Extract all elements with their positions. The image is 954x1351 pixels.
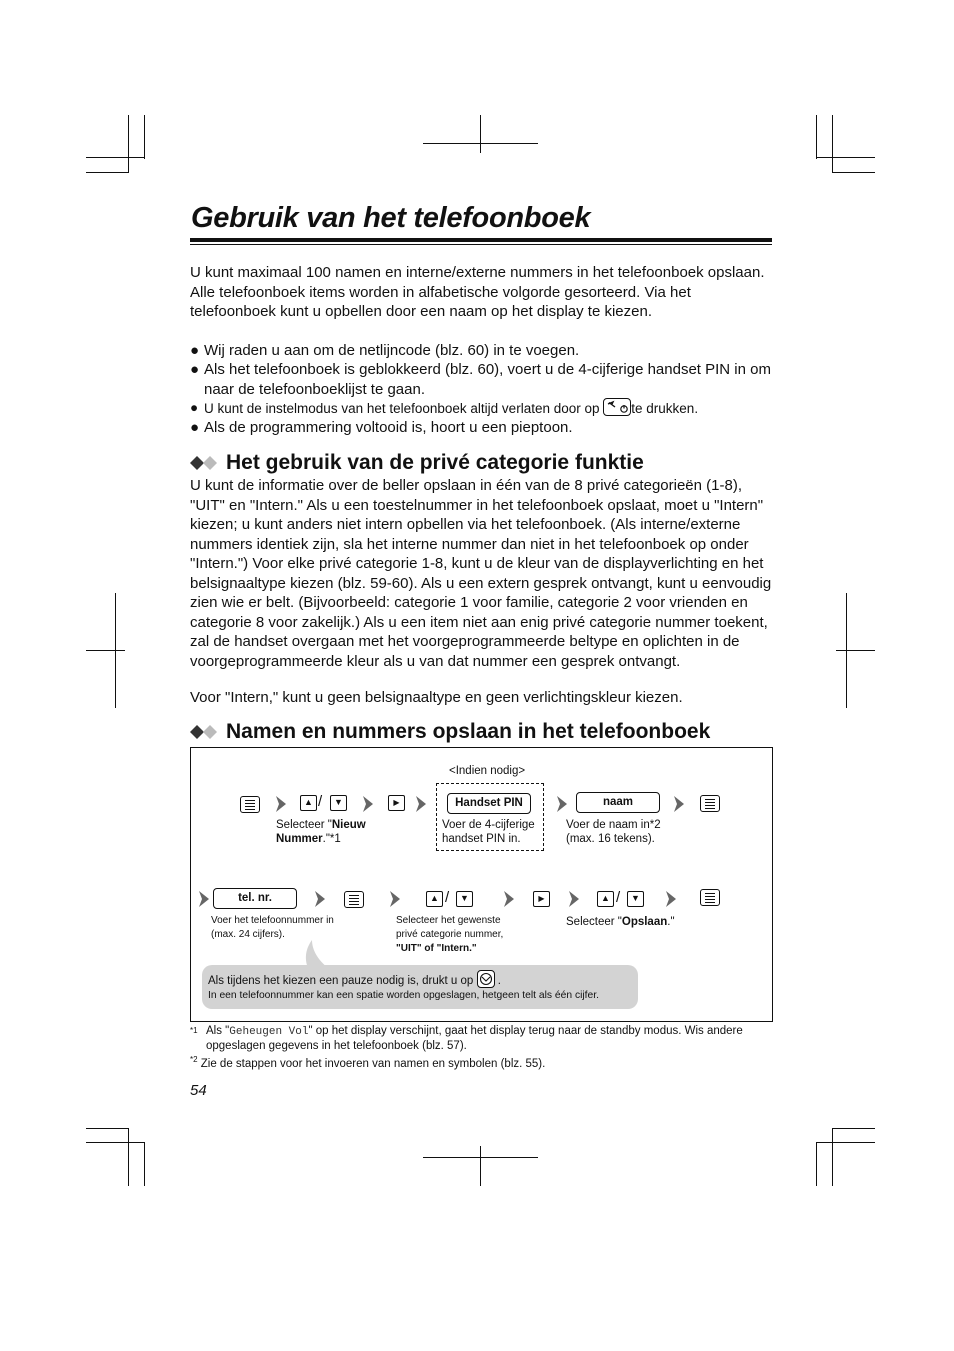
footnote-1 [190,1024,770,1052]
tel-caption: Voer het telefoonnummer in (max. 24 cijfers). [211,915,334,940]
arrow-right-icon [198,890,210,908]
bullet-dot: ● [190,342,200,359]
up-key-icon: ▲ [597,891,614,907]
menu-key-icon [240,796,260,813]
bullet-text: Als het telefoonboek is geblokkeerd (blz. 60), voert u de 4-cijferige handset PIN in om naar de telefoonboeklijst te gaan. [204,361,771,398]
down-key-icon: ▼ [456,891,473,907]
note-line-2: In een telefoonnummer kan een spatie worden opgeslagen, hetgeen telt als één cijfer. [208,990,599,1001]
section-paragraph: Voor "Intern," kunt u geen belsignaaltype en geen verlichtingskleur kiezen. [190,689,683,706]
category-caption [396,914,511,956]
crop-mark [144,1142,145,1186]
footnote-mark: *1 [190,1026,198,1035]
crop-mark [832,1128,833,1186]
caption-text: ."*1 [322,833,341,845]
separator-slash: / [445,889,450,906]
crop-mark [86,1128,129,1129]
crop-mark [832,172,875,173]
up-key-icon: ▲ [426,891,443,907]
page-number: 54 [190,1082,207,1099]
up-key-icon: ▲ [300,795,317,811]
crop-mark [480,115,481,153]
intro-paragraph: U kunt maximaal 100 namen en interne/externe nummers in het telefoonboek opslaan. Alle telefoonboek items worden in alfabetische volgorde gesorteerd. Via het telefoonboek kunt u opbellen door een naam op het display te kiezen. [190,264,765,320]
crop-mark [816,157,875,158]
section-heading-text: Het gebruik van de privé categorie funktie [226,451,644,474]
arrow-right-icon [389,890,401,908]
caption-text: Voer de naam in*2 [566,819,661,831]
crop-mark [128,1128,129,1186]
footnote-text: Als " [206,1025,230,1037]
arrow-right-icon [673,795,685,813]
crop-mark [846,593,847,708]
naam-key: naam [576,792,660,813]
bullet-text: Als de programmering voltooid is, hoort u een pieptoon. [204,419,573,436]
crop-mark [144,115,145,159]
section-heading [190,451,644,475]
pin-caption: Voer de 4-cijferige handset PIN in. [442,819,535,845]
note-text: . [497,975,501,987]
title-rule-thin [190,244,772,245]
menu-key-icon [344,891,364,908]
title-rule [190,238,772,242]
caption-bold: "UIT" of "Intern." [396,943,477,954]
crop-mark [832,115,833,173]
right-key-icon: ▶ [388,795,405,811]
separator-slash: / [616,889,621,906]
diamond-bullets-icon [190,455,220,471]
bullet-item [190,341,804,361]
arrow-right-icon [556,795,568,813]
crop-mark [816,115,817,159]
arrow-right-icon [314,890,326,908]
display-message-code: Geheugen Vol [229,1026,309,1038]
caption-text: Selecteer het gewenste privé categorie nummer, [396,915,504,940]
footnote-2 [190,1053,770,1071]
caption-text: ." [667,916,675,928]
if-needed-label: <Indien nodig> [449,765,526,777]
off-key-icon [603,398,631,416]
name-caption [566,818,706,846]
arrow-right-icon [665,890,677,908]
arrow-right-icon [503,890,515,908]
section-heading-text: Namen en nummers opslaan in het telefoonboek [226,720,711,743]
page-title: Gebruik van het telefoonboek [191,202,591,234]
tel-nr-key: tel. nr. [213,888,297,909]
down-key-icon: ▼ [627,891,644,907]
menu-key-icon [700,889,720,906]
caption-text: (max. 16 tekens). [566,833,655,845]
bullet-text: Wij raden u aan om de netlijncode (blz. 60) in te voegen. [204,342,580,359]
bullet-dot: ● [190,400,199,415]
crop-mark [480,1146,481,1186]
arrow-right-icon [568,890,580,908]
step-caption [276,818,396,846]
caption-text: Selecteer " [276,819,332,831]
separator-slash: / [318,793,323,810]
caption-text: Selecteer " [566,916,622,928]
caption-bold: Nieuw Nummer [276,819,366,845]
footnote-mark: *2 [190,1055,198,1064]
diamond-bullets-icon [190,724,220,740]
footnote-text: " op het display verschijnt, gaat het display terug naar de standby modus. Wis andere opgeslagen gegevens in het telefoonboek (blz. 57). [206,1025,743,1052]
crop-mark [836,650,875,651]
down-key-icon: ▼ [330,795,347,811]
note-line-1 [208,970,501,989]
bullet-item [190,398,804,419]
crop-mark [832,1128,875,1129]
bullet-dot: ● [190,419,200,436]
crop-mark [816,1142,875,1143]
bullet-item [190,360,784,399]
crop-mark [86,157,145,158]
section-paragraph: U kunt de informatie over de beller opslaan in één van de 8 privé categorieën (1-8), "UIT" en "Intern." Als u een toestelnummer in het telefoonboek opslaat, moet u "Intern" kiezen; u kunt anders niet intern opbellen via het telefoonboek. (Als interne/externe nummers identiek zijn, sla het interne nummer dan niet in het telefoonboek op onder "Intern.") Voor elke privé categorie 1-8, kunt u de kleur van de displayverlichting en het belsignaaltype kiezen (blz. 59-60). Als u een extern gesprek ontvangt, kunt u eenvoudig zien wie er belt. (Bijvoorbeeld: categorie 1 voor familie, categorie 2 voor vrienden en categorie 8 voor zakelijk.) Als u een item niet aan enig privé categorie nummer toekent, zal de handset overgaan met het voorgeprogrammeerde beltype en oplichten in de voorgeprogrammeerde kleur als u van dat nummer een gesprek ontvangt. [190,477,772,670]
crop-mark [816,1142,817,1186]
bullet-text: U kunt de instelmodus van het telefoonboek altijd verlaten door op [204,401,600,416]
crop-mark [115,593,116,708]
crop-mark [86,650,125,651]
bullet-item [190,418,804,438]
crop-mark [86,172,129,173]
note-text: Als tijdens het kiezen een pauze nodig is, drukt u op [208,975,474,987]
crop-mark [86,1142,145,1143]
arrow-right-icon [275,795,287,813]
arrow-right-icon [415,795,427,813]
crop-mark [128,115,129,173]
section-heading [190,720,710,744]
arrow-right-icon [362,795,374,813]
bullet-dot: ● [190,361,200,378]
caption-bold: Opslaan [621,916,668,928]
footnote-text: Zie de stappen voor het invoeren van namen en symbolen (blz. 55). [200,1057,546,1070]
handset-pin-key: Handset PIN [447,793,531,814]
right-key-icon: ▶ [533,891,550,907]
bullet-text: te drukken. [631,401,699,416]
menu-key-icon [700,795,720,812]
save-caption [566,915,675,929]
pause-key-icon [477,970,495,988]
footnote-body [206,1024,766,1053]
